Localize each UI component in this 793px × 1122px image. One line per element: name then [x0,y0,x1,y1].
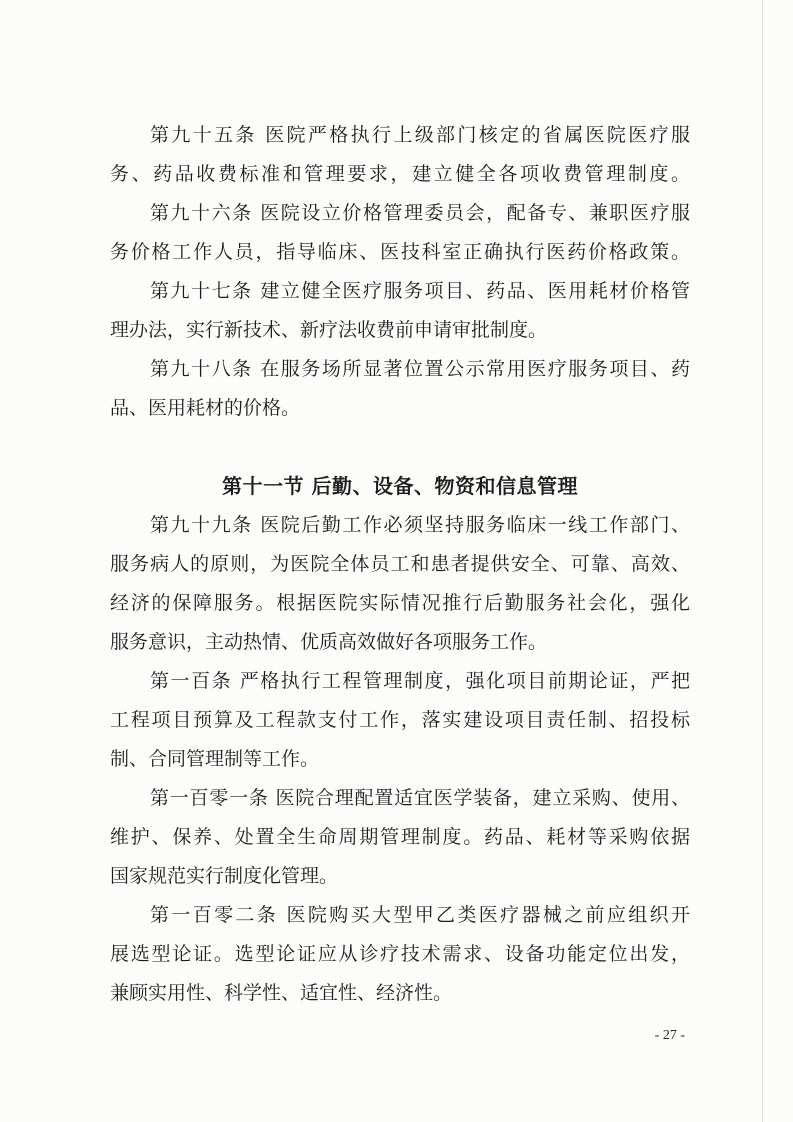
paragraph-line: 品、医用耗材的价格。 [110,397,301,419]
scan-edge-line [762,0,763,1122]
paragraph-line: 制、合同管理制等工作。 [110,748,320,770]
article-100 [110,662,690,779]
article-99 [110,506,690,662]
article-102 [110,896,690,1013]
paragraph-line: 工程项目预算及工程款支付工作，落实建设项目责任制、招投标 [110,709,690,731]
article-97 [110,272,690,350]
article-96 [110,194,690,272]
document-body [110,116,690,1013]
page-number: - 27 - [654,1028,685,1043]
paragraph-line: 务、药品收费标准和管理要求，建立健全各项收费管理制度。 [110,163,690,185]
paragraph-line: 服务意识，主动热情、优质高效做好各项服务工作。 [110,631,548,653]
paragraph-line: 第九十九条 医院后勤工作必须坚持服务临床一线工作部门、 [150,514,690,536]
paragraph-line: 经济的保障服务。根据医院实际情况推行后勤服务社会化，强化 [110,592,690,614]
paragraph-line: 理办法，实行新技术、新疗法收费前申请审批制度。 [110,319,548,341]
paragraph-line: 第一百零二条 医院购买大型甲乙类医疗器械之前应组织开 [150,904,690,926]
paragraph-line: 展选型论证。选型论证应从诊疗技术需求、设备功能定位出发， [110,943,690,965]
paragraph-line: 第一百条 严格执行工程管理制度，强化项目前期论证，严把 [150,670,690,692]
blank-line [110,428,690,467]
paragraph-line: 第一百零一条 医院合理配置适宜医学装备，建立采购、使用、 [150,787,690,809]
paragraph-line: 第九十六条 医院设立价格管理委员会，配备专、兼职医疗服 [150,202,690,224]
article-98 [110,350,690,428]
paragraph-line: 第九十五条 医院严格执行上级部门核定的省属医院医疗服 [150,124,690,146]
paragraph-line: 服务病人的原则，为医院全体员工和患者提供安全、可靠、高效、 [110,553,690,575]
paragraph-line: 国家规范实行制度化管理。 [110,865,339,887]
paragraph-line: 第九十七条 建立健全医疗服务项目、药品、医用耗材价格管 [150,280,690,302]
paragraph-line: 务价格工作人员，指导临床、医技科室正确执行医药价格政策。 [110,241,690,263]
section-heading: 第十一节 后勤、设备、物资和信息管理 [222,474,578,498]
paragraph-line: 维护、保养、处置全生命周期管理制度。药品、耗材等采购依据 [110,826,690,848]
paragraph-line: 兼顾实用性、科学性、适宜性、经济性。 [110,982,453,1004]
paragraph-line: 第九十八条 在服务场所显著位置公示常用医疗服务项目、药 [150,358,690,380]
article-101 [110,779,690,896]
article-95 [110,116,690,194]
